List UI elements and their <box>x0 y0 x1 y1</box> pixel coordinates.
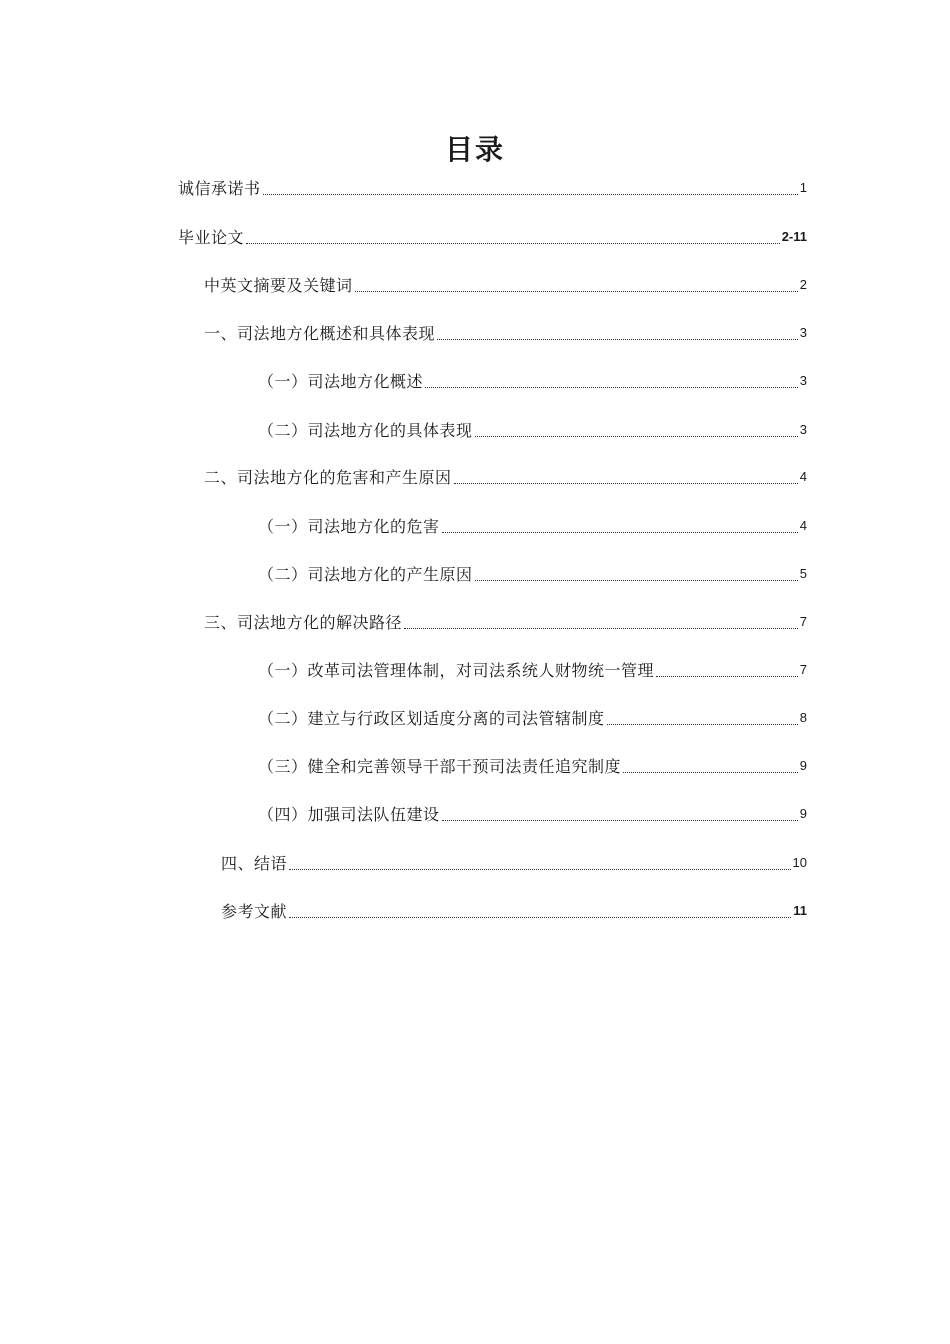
toc-entry-page: 3 <box>799 422 807 437</box>
toc-entry-label: （四）加强司法队伍建设 <box>258 805 440 824</box>
toc-entry-label: （二）建立与行政区划适度分离的司法管辖制度 <box>258 709 605 728</box>
toc-entry-label: （一）改革司法管理体制，对司法系统人财物统一管理 <box>258 661 655 680</box>
toc-entry <box>258 562 807 586</box>
toc-entry <box>204 610 807 634</box>
toc-leader-dots <box>289 868 791 870</box>
toc-entry-page: 4 <box>799 469 807 484</box>
toc-entry-label: 二、司法地方化的危害和产生原因 <box>204 468 452 487</box>
toc-entry-page: 11 <box>793 903 807 918</box>
toc-entry <box>204 321 807 345</box>
toc-leader-dots <box>437 338 798 340</box>
page-title: 目录 <box>444 133 505 166</box>
toc-entry <box>221 851 807 875</box>
toc-entry-label: （二）司法地方化的具体表现 <box>258 421 473 440</box>
toc-entry-page: 8 <box>799 710 807 725</box>
toc-entry <box>221 899 807 923</box>
toc-entry-page: 7 <box>799 614 807 629</box>
toc-leader-dots <box>246 242 780 244</box>
toc-entry <box>204 273 807 297</box>
toc-entry <box>178 176 807 200</box>
toc-entry-label: （二）司法地方化的产生原因 <box>258 565 473 584</box>
toc-leader-dots <box>355 290 798 292</box>
toc-leader-dots <box>656 675 798 677</box>
toc-entry-label: （一）司法地方化概述 <box>258 372 424 391</box>
toc-leader-dots <box>607 723 798 725</box>
toc-entry-page: 1 <box>799 180 807 195</box>
toc-entry-label: （一）司法地方化的危害 <box>258 517 440 536</box>
toc-entry-page: 10 <box>792 855 807 870</box>
toc-entry-label: 中英文摘要及关键词 <box>204 276 353 295</box>
toc-entry-page: 2 <box>799 277 807 292</box>
toc-entry-page: 9 <box>799 806 807 821</box>
toc-entry <box>204 465 807 489</box>
toc-entry-label: 四、结语 <box>221 854 288 873</box>
toc-entry-page: 4 <box>799 518 807 533</box>
toc-entry-label: 毕业论文 <box>178 228 245 247</box>
toc-leader-dots <box>475 435 798 437</box>
toc-entry <box>258 514 807 538</box>
toc-entry-label: 诚信承诺书 <box>178 179 261 198</box>
toc-entry-label: 三、司法地方化的解决路径 <box>204 613 403 632</box>
toc-entry <box>258 418 807 442</box>
toc-entry-page: 3 <box>799 373 807 388</box>
toc-entry <box>258 369 807 393</box>
toc-entry-page: 3 <box>799 325 807 340</box>
toc-entry-page: 7 <box>799 662 807 677</box>
toc-entry-label: （三）健全和完善领导干部干预司法责任追究制度 <box>258 757 622 776</box>
toc-leader-dots <box>475 579 798 581</box>
toc-leader-dots <box>442 819 798 821</box>
toc-entry-label: 一、司法地方化概述和具体表现 <box>204 324 436 343</box>
toc-leader-dots <box>442 531 798 533</box>
toc-leader-dots <box>623 771 798 773</box>
toc-leader-dots <box>263 193 798 195</box>
toc-entry <box>178 225 807 249</box>
toc-leader-dots <box>404 627 798 629</box>
toc-entry-page: 2-11 <box>781 229 807 244</box>
toc-entry <box>258 754 807 778</box>
toc-entry-page: 9 <box>799 758 807 773</box>
toc-leader-dots <box>454 482 798 484</box>
toc-entry <box>258 706 807 730</box>
toc-entry <box>258 658 807 682</box>
toc-entry-label: 参考文献 <box>221 902 288 921</box>
toc-entry <box>258 802 807 826</box>
toc-leader-dots <box>289 916 791 918</box>
toc-leader-dots <box>425 386 798 388</box>
toc-entry-page: 5 <box>799 566 807 581</box>
